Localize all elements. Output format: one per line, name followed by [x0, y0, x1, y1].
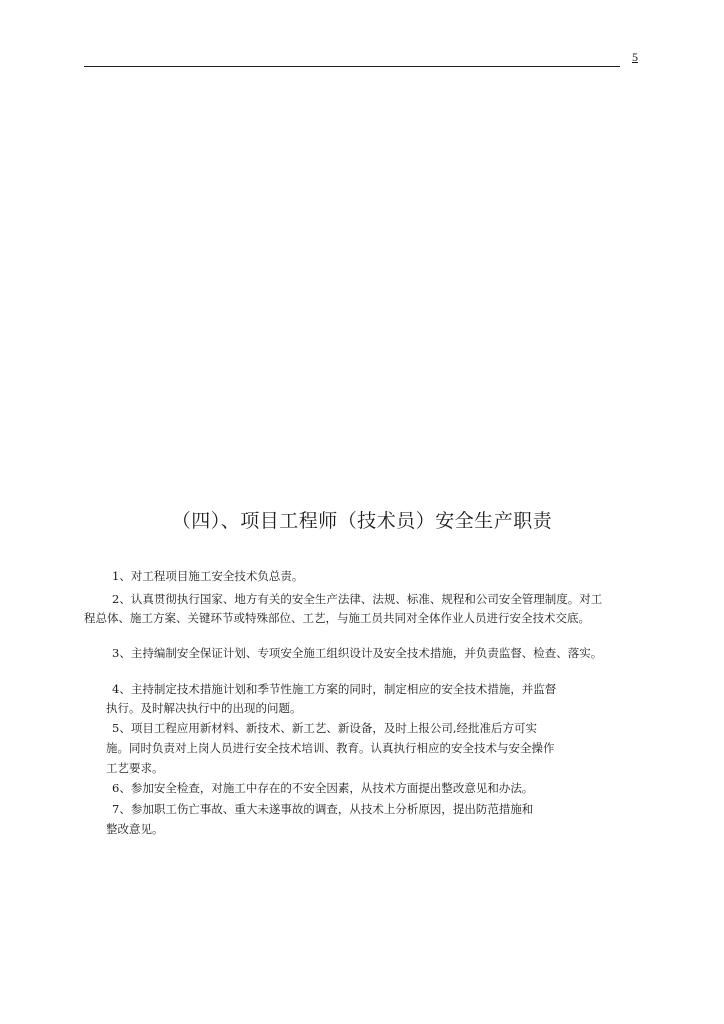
page-number: 5	[632, 50, 638, 64]
item-5-line-2: 施。同时负责对上岗人员进行安全技术培训、教育。认真执行相应的安全技术与安全操作	[106, 741, 555, 755]
item-4-line-2: 执行。及时解决执行中的出现的问题。	[106, 701, 302, 715]
item-7-line-1: 7、参加职工伤亡事故、重大未遂事故的调查，从技术上分析原因，提出防范措施和	[112, 802, 534, 816]
item-2-line-2: 程总体、施工方案、关键环节或特殊部位、工艺，与施工员共同对全体作业人员进行安全技术交底。	[84, 611, 590, 625]
item-1-line-1: 1、对工程项目施工安全技术负总责。	[112, 569, 304, 583]
item-5-line-3: 工艺要求。	[106, 761, 164, 775]
item-6-line-1: 6、参加安全检查，对施工中存在的不安全因素，从技术方面提出整改意见和办法。	[112, 781, 534, 795]
header-rule	[84, 66, 620, 67]
item-3-line-1: 3、主持编制安全保证计划、专项安全施工组织设计及安全技术措施，并负责监督、检查、落实。	[112, 646, 603, 660]
item-7-line-2: 整改意见。	[106, 822, 164, 836]
item-5-line-1: 5、项目工程应用新材料、新技术、新工艺、新设备，及时上报公司,经批准后方可实	[112, 721, 537, 735]
item-4-line-1: 4、主持制定技术措施计划和季节性施工方案的同时，制定相应的安全技术措施，并监督	[112, 682, 557, 696]
section-title: （四）、项目工程师（技术员）安全生产职责	[171, 510, 553, 532]
item-2-line-1: 2、认真贯彻执行国家、地方有关的安全生产法律、法规、标准、规程和公司安全管理制度。对工	[112, 592, 603, 606]
